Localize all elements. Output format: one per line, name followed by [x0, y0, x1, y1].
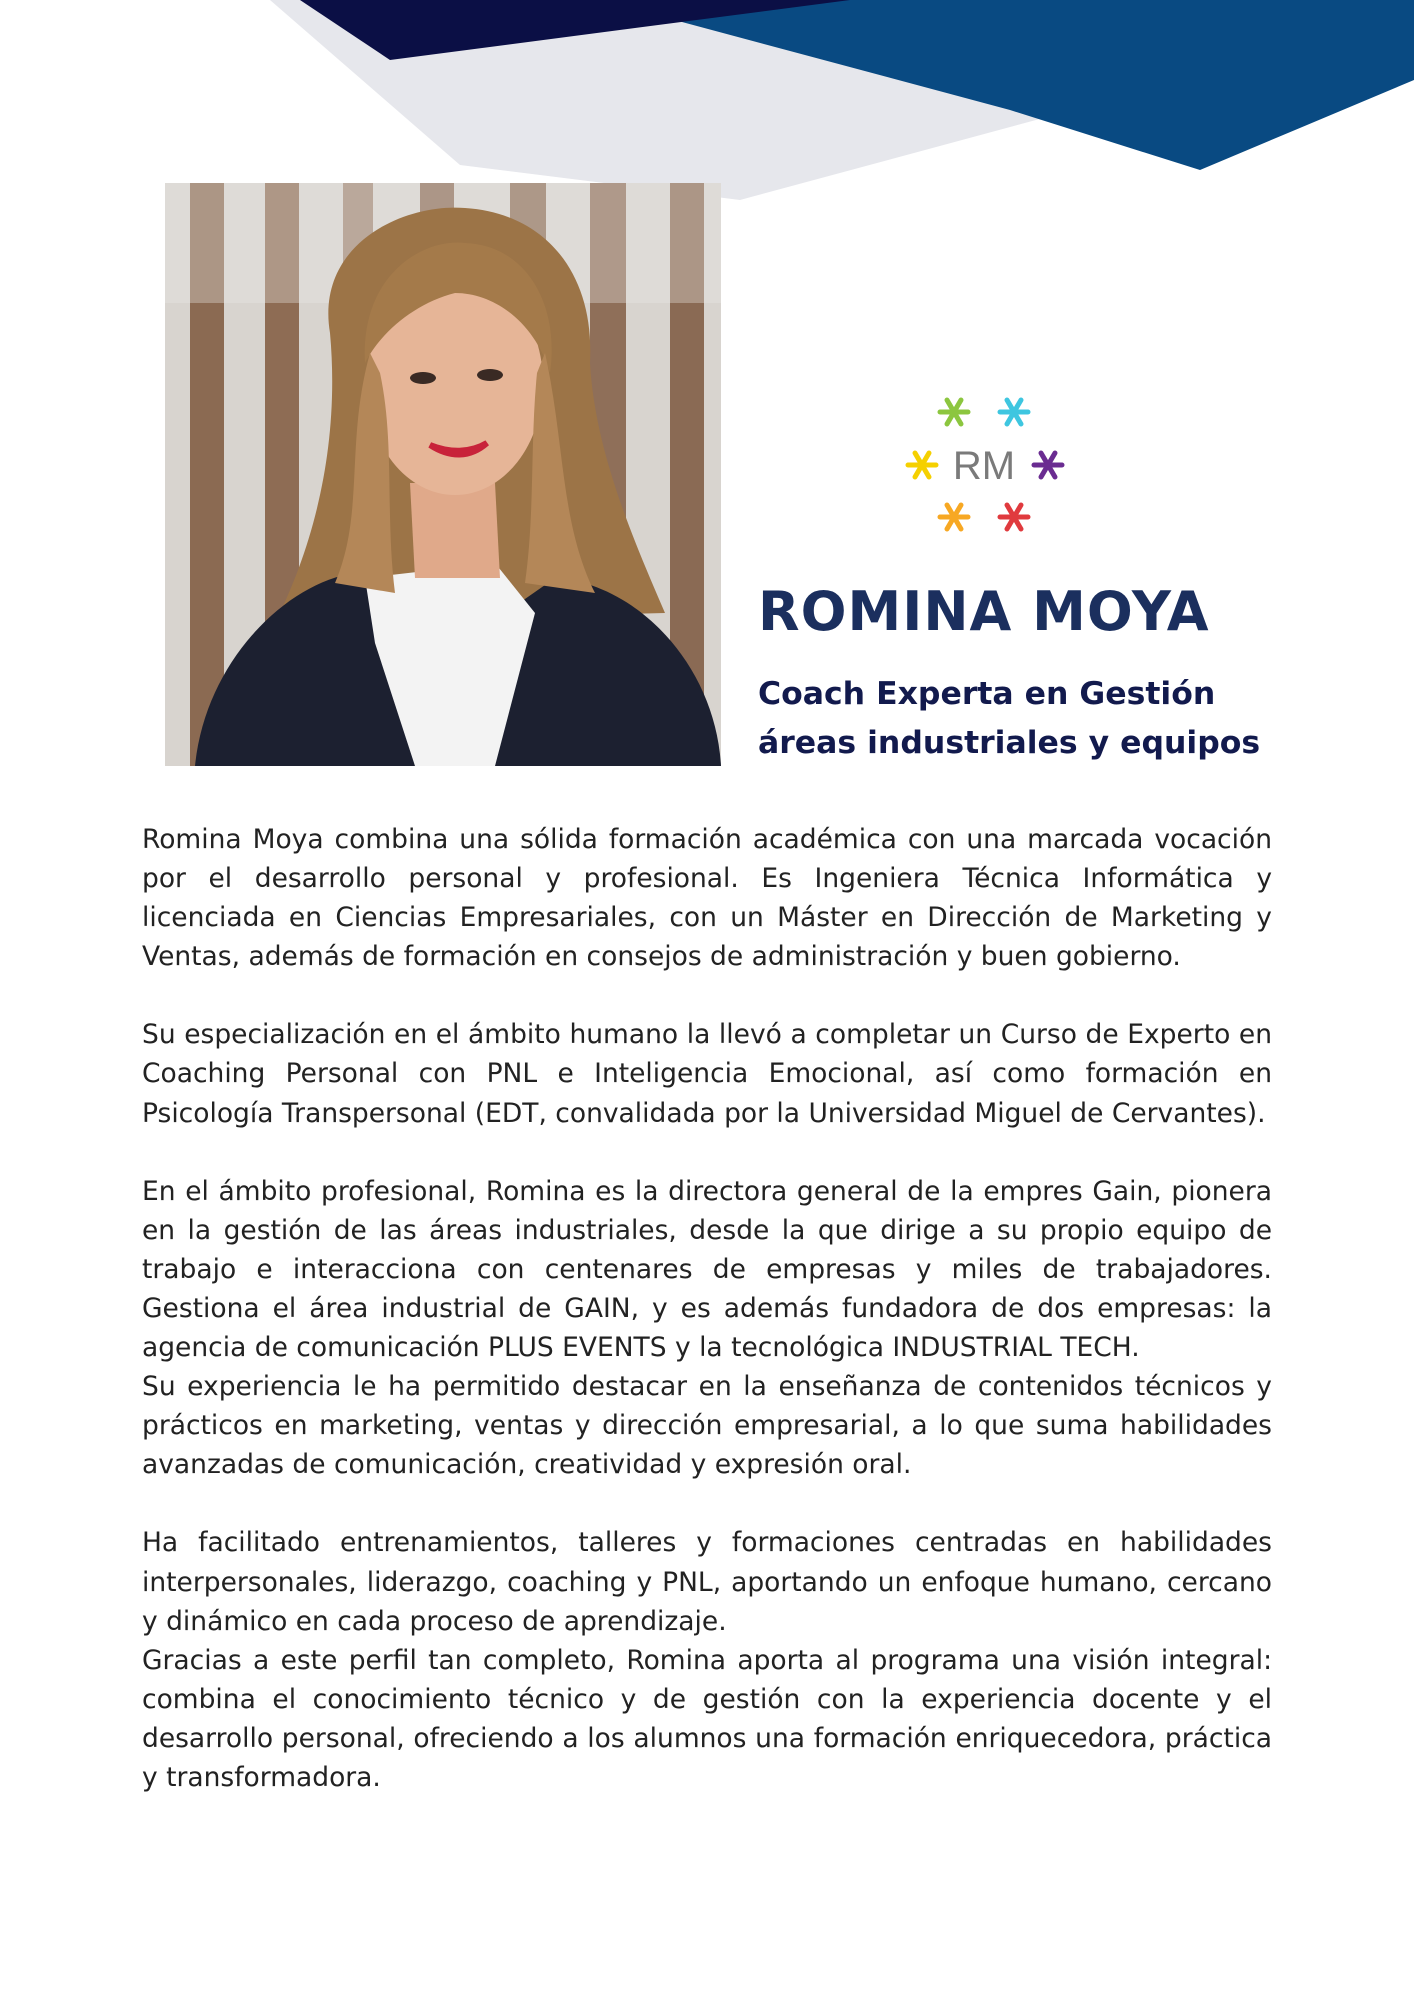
- bio-paragraph: Romina Moya combina una sólida formación académica con una marcada vocación por el desarrollo personal y profesional. Es Ingeniera Técnica Informática y licenciada en Ciencias Empresariales, con un Máster en Dirección de Marketing y Ventas, además de formación en consejos de administración y buen gobierno.: [142, 824, 1272, 973]
- logo-asterisk-green: [940, 400, 968, 424]
- logo-text: RM: [952, 444, 1016, 488]
- rm-asterisk-ring-logo: [902, 387, 1067, 542]
- profile-subtitle: [758, 670, 1318, 768]
- subtitle-line-2: áreas industriales y equipos: [758, 725, 1261, 761]
- logo-asterisk-red: [1000, 505, 1028, 529]
- portrait-photo: [165, 183, 721, 766]
- bio-paragraph: En el ámbito profesional, Romina es la directora general de la empres Gain, pionera en la gestión de las áreas industriales, desde la que dirige a su propio equipo de trabajo e interacciona con centenares de empresas y miles de trabajadores. Gestiona el área industrial de GAIN, y es además fundadora de dos empresas: la agencia de comunicación PLUS EVENTS y la tecnológica INDUSTRIAL TECH.: [142, 1175, 1272, 1364]
- bio-paragraph: Su especialización en el ámbito humano la llevó a completar un Curso de Experto en Coaching Personal con PNL e Inteligencia Emocional, así como formación en Psicología Transpersonal (EDT, convalidada por la Universidad Miguel de Cervantes).: [142, 1019, 1272, 1129]
- bio-paragraph: Su experiencia le ha permitido destacar en la enseñanza de contenidos técnicos y prácticos en marketing, ventas y dirección empresarial, a lo que suma habilidades avanzadas de comunicación, creatividad y expresión oral.: [142, 1371, 1272, 1481]
- profile-name: ROMINA MOYA: [758, 580, 1210, 643]
- logo-asterisk-yellow: [908, 453, 936, 477]
- biography: [142, 820, 1272, 1797]
- logo-asterisk-orange: [940, 505, 968, 529]
- subtitle-line-1: Coach Experta en Gestión: [758, 676, 1216, 712]
- bio-paragraph: Ha facilitado entrenamientos, talleres y formaciones centradas en habilidades interpersonales, liderazgo, coaching y PNL, aportando un enfoque humano, cercano y dinámico en cada proceso de aprendizaje.: [142, 1527, 1272, 1637]
- bio-paragraph: Gracias a este perfil tan completo, Romina aporta al programa una visión integral: combina el conocimiento técnico y de gestión con la experiencia docente y el desarrollo personal, ofreciendo a los alumnos una formación enriquecedora, práctica y transformadora.: [142, 1644, 1272, 1793]
- logo-asterisk-cyan: [1000, 400, 1028, 424]
- logo-asterisk-purple: [1034, 453, 1062, 477]
